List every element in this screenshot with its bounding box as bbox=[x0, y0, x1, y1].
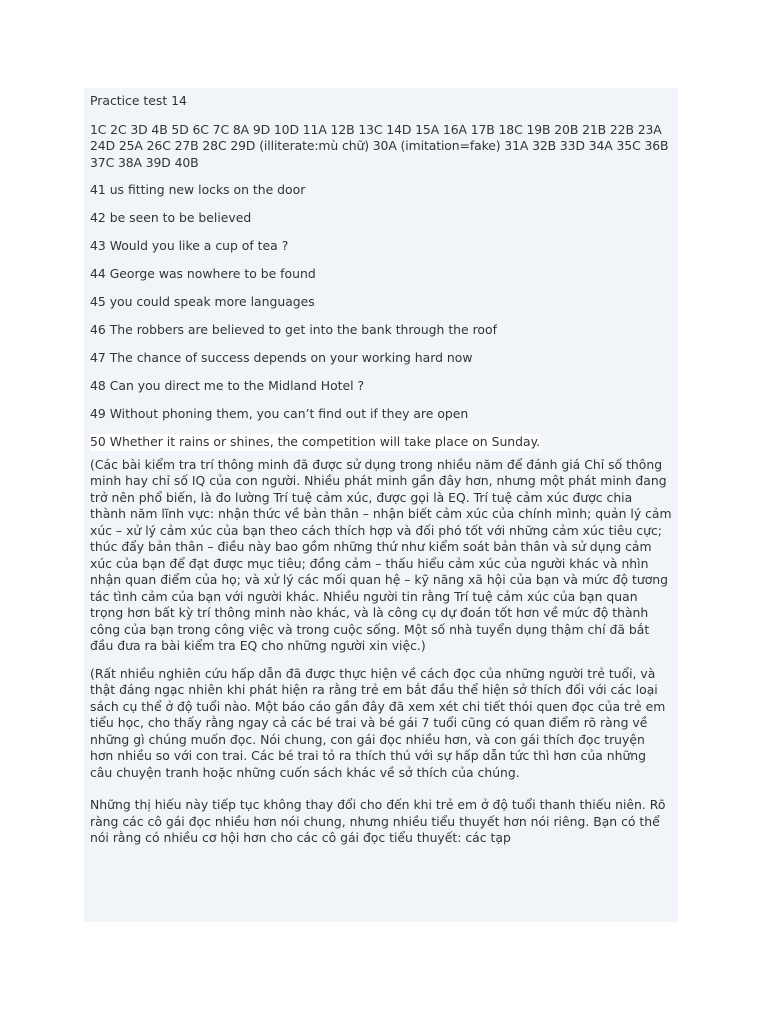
answer-item-42: 42 be seen to be believed bbox=[90, 210, 252, 225]
answer-item-41: 41 us fitting new locks on the door bbox=[90, 182, 306, 197]
translation-paragraph-reading: (Rất nhiều nghiên cứu hấp dẫn đã được thực hiện về cách đọc của những người trẻ tuổi, và thật đáng ngạc nhiên khi phát hiện ra rằng trẻ em bắt đầu thể hiện sở thích đối với các loại sách cụ thể ở độ tuổi nào. Một báo cáo gần đây đã xem xét chi tiết thói quen đọc của trẻ em tiểu học, cho thấy rằng ngay cả các bé trai và bé gái 7 tuổi cũng có quan điểm rõ ràng về những gì chúng muốn đọc. Nói chung, con gái đọc nhiều hơn, và con gái thích đọc truyện hơn nhiều so với con trai. Các bé trai tỏ ra thích thú với sự hấp dẫn tức thì hơn của những câu chuyện tranh hoặc những cuốn sách khác về sở thích của chúng. bbox=[90, 665, 666, 780]
answer-key: 1C 2C 3D 4B 5D 6C 7C 8A 9D 10D 11A 12B 13C 14D 15A 16A 17B 18C 19B 20B 21B 22B 23A 24D 25A 26C 27B 28C 29D (illiterate:mù chữ) 30A (imitation=fake) 31A 32B 33D 34A 35C 36B 37C 38A 39D 40B bbox=[90, 121, 669, 170]
answer-item-50: 50 Whether it rains or shines, the competition will take place on Sunday. bbox=[90, 434, 541, 449]
answer-item-44: 44 George was nowhere to be found bbox=[90, 266, 316, 281]
answer-item-48: 48 Can you direct me to the Midland Hotel ? bbox=[90, 378, 365, 393]
translation-paragraph-eq: (Các bài kiểm tra trí thông minh đã được sử dụng trong nhiều năm để đánh giá Chỉ số thông minh hay chỉ số IQ của con người. Nhiều phát minh gần đây hơn, nhưng một phát minh đang trở nên phổ biến, là đo lường Trí tuệ cảm xúc, được gọi là EQ. Trí tuệ cảm xúc được chia thành năm lĩnh vực: nhận thức về bản thân – nhận biết cảm xúc của chính mình; quản lý cảm xúc – xử lý cảm xúc của bạn theo cách thích hợp và đối phó tốt với những cảm xúc tiêu cực; thúc đẩy bản thân – điều này bao gồm những thứ như kiểm soát bản thân và sử dụng cảm xúc của bạn để đạt được mục tiêu; đồng cảm – thấu hiểu cảm xúc của người khác và nhìn nhận quan điểm của họ; và xử lý các mối quan hệ – kỹ năng xã hội của bạn và mức độ tương tác tình cảm của bạn với người khác. Nhiều người tin rằng Trí tuệ cảm xúc của bạn quan trọng hơn bất kỳ trí thông minh nào khác, và là công cụ dự đoán tốt hơn về mức độ thành công của bạn trong công việc và trong cuộc sống. Một số nhà tuyển dụng thậm chí đã bắt đầu đưa ra bài kiểm tra EQ cho những người xin việc.) bbox=[90, 456, 672, 653]
document-content bbox=[84, 88, 678, 922]
answer-item-49: 49 Without phoning them, you can’t find out if they are open bbox=[90, 406, 469, 421]
translation-paragraph-tastes: Những thị hiếu này tiếp tục không thay đổi cho đến khi trẻ em ở độ tuổi thanh thiếu niên. Rõ ràng các cô gái đọc nhiều hơn nói chung, nhưng nhiều tiểu thuyết hơn nói riêng. Bạn có thể nói rằng có nhiều cơ hội hơn cho các cô gái đọc tiểu thuyết: các tạp bbox=[90, 797, 666, 845]
answer-item-46: 46 The robbers are believed to get into the bank through the roof bbox=[90, 322, 497, 337]
answer-item-43: 43 Would you like a cup of tea ? bbox=[90, 238, 289, 253]
answer-item-45: 45 you could speak more languages bbox=[90, 294, 315, 309]
answer-item-47: 47 The chance of success depends on your working hard now bbox=[90, 350, 473, 365]
document-title: Practice test 14 bbox=[90, 93, 187, 108]
